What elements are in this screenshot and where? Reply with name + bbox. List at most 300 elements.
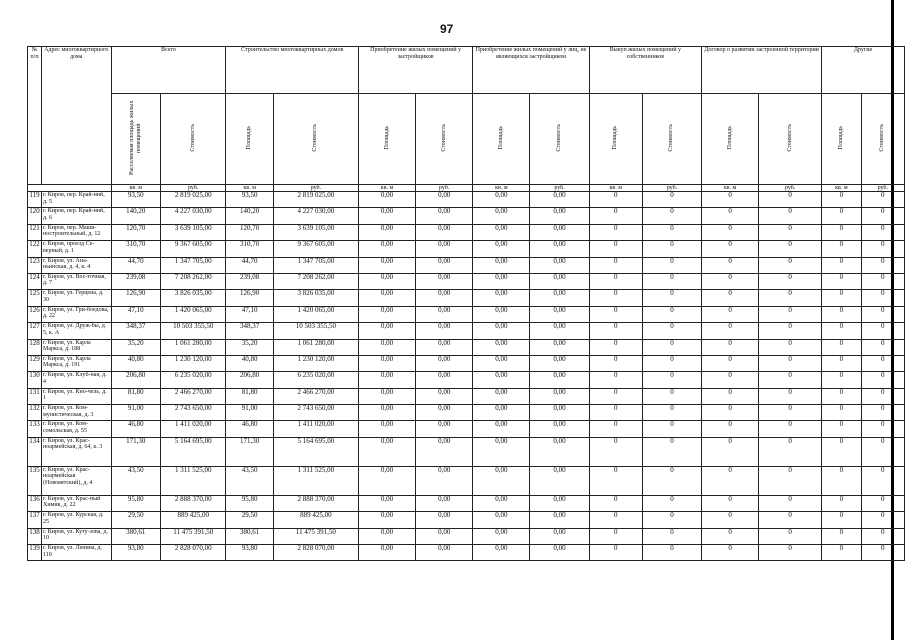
- row-number: 131: [28, 388, 42, 404]
- row-value-cell: 0: [759, 323, 822, 339]
- row-value-cell: 46,80: [111, 421, 160, 437]
- unit-label: кв. м: [111, 185, 160, 192]
- row-value-cell: 0,00: [358, 355, 415, 371]
- row-value-cell: 0,00: [473, 208, 530, 224]
- table-row: [28, 306, 905, 322]
- row-value-cell: 2 466 270,00: [160, 388, 226, 404]
- row-value-cell: 0: [589, 273, 642, 289]
- row-value-cell: 0: [861, 421, 904, 437]
- row-value-cell: 0: [822, 421, 861, 437]
- row-value-cell: 40,80: [111, 355, 160, 371]
- unit-label: руб.: [416, 185, 473, 192]
- row-value-cell: 0: [589, 405, 642, 421]
- subcolumn-header: [473, 94, 530, 185]
- row-value-cell: 0: [759, 241, 822, 257]
- row-value-cell: 91,00: [111, 405, 160, 421]
- row-value-cell: 889 425,00: [160, 512, 226, 528]
- row-number: 136: [28, 495, 42, 511]
- row-value-cell: 0,00: [473, 512, 530, 528]
- row-value-cell: 0,00: [416, 466, 473, 495]
- row-value-cell: 0: [861, 512, 904, 528]
- row-value-cell: 0: [589, 545, 642, 561]
- row-address: г. Киров, ул. Крас-ноармейская, д. 64, к. 3: [41, 437, 111, 466]
- row-value-cell: 0,00: [358, 545, 415, 561]
- row-value-cell: 348,37: [226, 323, 273, 339]
- row-value-cell: 0: [702, 355, 759, 371]
- row-value-cell: 0: [822, 339, 861, 355]
- row-value-cell: 0: [822, 405, 861, 421]
- row-value-cell: 0,00: [473, 388, 530, 404]
- row-value-cell: 0,00: [530, 545, 589, 561]
- row-number: 126: [28, 306, 42, 322]
- row-address: г. Киров, ул. Ком-мунистическая, д. 3: [41, 405, 111, 421]
- unit-label: кв. м: [473, 185, 530, 192]
- row-value-cell: 44,70: [226, 257, 273, 273]
- table-row: [28, 545, 905, 561]
- row-value-cell: 47,10: [226, 306, 273, 322]
- row-address: г. Киров, ул. Друж-бы, д. 5, к. А: [41, 323, 111, 339]
- row-value-cell: 0: [642, 241, 701, 257]
- row-value-cell: 0: [642, 339, 701, 355]
- row-value-cell: 0,00: [530, 224, 589, 240]
- row-value-cell: 380,61: [226, 528, 273, 544]
- table-row: [28, 372, 905, 388]
- row-value-cell: 2 743 650,00: [160, 405, 226, 421]
- row-value-cell: 0: [702, 495, 759, 511]
- row-value-cell: 0: [822, 512, 861, 528]
- row-value-cell: 2 819 025,00: [273, 192, 358, 208]
- row-value-cell: 0: [702, 437, 759, 466]
- row-value-cell: 10 503 355,50: [160, 323, 226, 339]
- row-value-cell: 0: [702, 466, 759, 495]
- header-group-buyout-owners: Выкуп жилых помещений у собственников: [589, 47, 701, 94]
- row-value-cell: 0: [642, 192, 701, 208]
- row-value-cell: 0: [589, 241, 642, 257]
- row-value-cell: 81,80: [226, 388, 273, 404]
- row-value-cell: 0: [822, 545, 861, 561]
- row-value-cell: 0,00: [473, 192, 530, 208]
- row-value-cell: 0: [861, 466, 904, 495]
- row-value-cell: 0,00: [530, 290, 589, 306]
- row-value-cell: 43,50: [111, 466, 160, 495]
- unit-label: кв. м: [358, 185, 415, 192]
- row-value-cell: 10 503 355,50: [273, 323, 358, 339]
- subcolumn-header: [530, 94, 589, 185]
- subcolumn-label: Площадь: [612, 125, 619, 150]
- row-value-cell: 0: [702, 290, 759, 306]
- row-value-cell: 0: [702, 257, 759, 273]
- row-value-cell: 0: [589, 388, 642, 404]
- row-value-cell: 0: [589, 339, 642, 355]
- row-value-cell: 1 420 065,00: [160, 306, 226, 322]
- row-value-cell: 35,20: [111, 339, 160, 355]
- row-value-cell: 0: [702, 405, 759, 421]
- row-value-cell: 3 826 035,00: [160, 290, 226, 306]
- row-value-cell: 0: [642, 421, 701, 437]
- row-value-cell: 0: [642, 512, 701, 528]
- header-row-groups: [28, 47, 905, 94]
- row-value-cell: 0: [642, 545, 701, 561]
- row-value-cell: 0: [759, 421, 822, 437]
- row-number: 139: [28, 545, 42, 561]
- row-value-cell: 0: [702, 372, 759, 388]
- subcolumn-label: Расселяемая площадь жилых помещений: [128, 100, 142, 175]
- row-value-cell: 0,00: [530, 512, 589, 528]
- row-value-cell: 0,00: [358, 208, 415, 224]
- row-value-cell: 0,00: [473, 528, 530, 544]
- row-value-cell: 0,00: [473, 421, 530, 437]
- row-value-cell: 0: [861, 528, 904, 544]
- row-value-cell: 0,00: [416, 241, 473, 257]
- row-value-cell: 0,00: [358, 405, 415, 421]
- row-value-cell: 0,00: [473, 355, 530, 371]
- row-value-cell: 0: [642, 405, 701, 421]
- header-group-territory-development: Договор о развитии застроенной территории: [702, 47, 822, 94]
- row-value-cell: 0,00: [530, 273, 589, 289]
- row-value-cell: 889 425,00: [273, 512, 358, 528]
- row-value-cell: 1 411 020,00: [273, 421, 358, 437]
- table-body: [28, 192, 905, 561]
- row-value-cell: 310,70: [226, 241, 273, 257]
- row-value-cell: 171,30: [111, 437, 160, 466]
- table-row: [28, 388, 905, 404]
- subcolumn-label: Стоимость: [879, 123, 886, 152]
- row-value-cell: 0: [642, 355, 701, 371]
- row-value-cell: 0,00: [416, 495, 473, 511]
- subcolumn-label: Площадь: [497, 125, 504, 150]
- row-number: 129: [28, 355, 42, 371]
- row-value-cell: 3 826 035,00: [273, 290, 358, 306]
- row-value-cell: 0,00: [416, 512, 473, 528]
- row-value-cell: 120,70: [226, 224, 273, 240]
- row-value-cell: 2 828 070,00: [273, 545, 358, 561]
- row-number: 130: [28, 372, 42, 388]
- row-address: г. Киров, ул. Карла Маркса, д. 191: [41, 355, 111, 371]
- row-value-cell: 1 347 705,00: [160, 257, 226, 273]
- row-value-cell: 0,00: [358, 290, 415, 306]
- row-value-cell: 0,00: [473, 339, 530, 355]
- row-value-cell: 0,00: [530, 355, 589, 371]
- subcolumn-header: [226, 94, 273, 185]
- row-value-cell: 93,50: [226, 192, 273, 208]
- row-value-cell: 0: [861, 241, 904, 257]
- table-row: [28, 355, 905, 371]
- row-value-cell: 3 639 105,00: [160, 224, 226, 240]
- row-address: г. Киров, пер. Край-ний, д. 5: [41, 192, 111, 208]
- row-value-cell: 0: [822, 388, 861, 404]
- table-row: [28, 421, 905, 437]
- row-value-cell: 0,00: [358, 241, 415, 257]
- row-value-cell: 2 743 650,00: [273, 405, 358, 421]
- row-number: 122: [28, 241, 42, 257]
- row-number: 137: [28, 512, 42, 528]
- row-value-cell: 0,00: [358, 528, 415, 544]
- row-value-cell: 0: [861, 192, 904, 208]
- row-value-cell: 0: [702, 512, 759, 528]
- row-value-cell: 0: [759, 224, 822, 240]
- row-value-cell: 0,00: [416, 437, 473, 466]
- row-value-cell: 9 367 605,00: [160, 241, 226, 257]
- subcolumn-header: [822, 94, 861, 185]
- row-value-cell: 0: [861, 290, 904, 306]
- row-value-cell: 0: [702, 323, 759, 339]
- row-value-cell: 0,00: [416, 339, 473, 355]
- row-address: г. Киров, ул. Герцена, д. 30: [41, 290, 111, 306]
- row-value-cell: 0,00: [358, 437, 415, 466]
- row-value-cell: 0,00: [358, 388, 415, 404]
- row-value-cell: 1 311 525,00: [273, 466, 358, 495]
- row-value-cell: 0,00: [416, 208, 473, 224]
- row-number: 133: [28, 421, 42, 437]
- row-value-cell: 2 888 370,00: [273, 495, 358, 511]
- row-value-cell: 0: [759, 466, 822, 495]
- table-row: [28, 339, 905, 355]
- row-value-cell: 0,00: [358, 273, 415, 289]
- row-value-cell: 40,80: [226, 355, 273, 371]
- row-value-cell: 0: [642, 437, 701, 466]
- row-value-cell: 0: [759, 208, 822, 224]
- row-value-cell: 0: [822, 273, 861, 289]
- row-number: 134: [28, 437, 42, 466]
- row-value-cell: 0: [822, 372, 861, 388]
- row-value-cell: 0: [702, 545, 759, 561]
- row-value-cell: 0: [759, 495, 822, 511]
- row-number: 123: [28, 257, 42, 273]
- row-value-cell: 95,80: [111, 495, 160, 511]
- row-value-cell: 5 164 695,00: [160, 437, 226, 466]
- row-value-cell: 0,00: [416, 224, 473, 240]
- row-value-cell: 0,00: [416, 192, 473, 208]
- table-row: [28, 528, 905, 544]
- unit-row-spacer: [28, 185, 112, 192]
- row-value-cell: 2 466 270,00: [273, 388, 358, 404]
- table-row: [28, 323, 905, 339]
- row-value-cell: 0: [861, 224, 904, 240]
- row-value-cell: 0: [702, 208, 759, 224]
- row-value-cell: 5 164 695,00: [273, 437, 358, 466]
- subcolumn-header: [160, 94, 226, 185]
- header-row-subcolumns: [28, 94, 905, 185]
- row-value-cell: 0,00: [530, 466, 589, 495]
- row-value-cell: 0,00: [358, 192, 415, 208]
- row-value-cell: 43,50: [226, 466, 273, 495]
- row-value-cell: 0: [861, 257, 904, 273]
- row-value-cell: 0: [861, 405, 904, 421]
- table-row: [28, 495, 905, 511]
- row-value-cell: 0: [589, 528, 642, 544]
- row-value-cell: 0,00: [358, 495, 415, 511]
- row-number: 132: [28, 405, 42, 421]
- subcolumn-header: [358, 94, 415, 185]
- row-value-cell: 0: [822, 323, 861, 339]
- unit-label: руб.: [273, 185, 358, 192]
- row-value-cell: 35,20: [226, 339, 273, 355]
- row-value-cell: 0: [702, 388, 759, 404]
- row-value-cell: 0: [702, 273, 759, 289]
- row-value-cell: 0: [759, 528, 822, 544]
- row-value-cell: 0,00: [416, 355, 473, 371]
- row-value-cell: 0,00: [473, 241, 530, 257]
- row-value-cell: 0,00: [416, 372, 473, 388]
- row-value-cell: 0: [822, 355, 861, 371]
- row-value-cell: 0: [642, 224, 701, 240]
- row-value-cell: 0: [822, 241, 861, 257]
- row-value-cell: 0: [822, 466, 861, 495]
- row-address: г. Киров, ул. Кно-чель, д. 1: [41, 388, 111, 404]
- row-value-cell: 7 208 262,00: [273, 273, 358, 289]
- row-address: г. Киров, проезд Се-верный, д. 1: [41, 241, 111, 257]
- header-num: № п/п: [28, 47, 42, 185]
- row-value-cell: 0: [861, 306, 904, 322]
- row-value-cell: 0,00: [473, 257, 530, 273]
- row-value-cell: 0: [759, 355, 822, 371]
- row-value-cell: 0: [759, 192, 822, 208]
- row-value-cell: 0: [589, 495, 642, 511]
- row-value-cell: 0: [861, 372, 904, 388]
- row-value-cell: 0,00: [530, 306, 589, 322]
- row-number: 128: [28, 339, 42, 355]
- header-group-other: Другие: [822, 47, 905, 94]
- row-value-cell: 140,20: [111, 208, 160, 224]
- row-address: г. Киров, ул. Клуб-ная, д. 4: [41, 372, 111, 388]
- table-row: [28, 224, 905, 240]
- row-value-cell: 0: [759, 372, 822, 388]
- row-value-cell: 6 235 020,00: [273, 372, 358, 388]
- row-value-cell: 93,80: [226, 545, 273, 561]
- subcolumn-label: Площадь: [246, 125, 253, 150]
- row-value-cell: 0: [822, 495, 861, 511]
- row-value-cell: 0: [822, 257, 861, 273]
- row-value-cell: 0: [642, 306, 701, 322]
- row-value-cell: 0,00: [530, 528, 589, 544]
- row-value-cell: 0,00: [416, 528, 473, 544]
- row-value-cell: 0: [589, 421, 642, 437]
- row-value-cell: 0: [822, 290, 861, 306]
- row-value-cell: 0,00: [416, 306, 473, 322]
- row-value-cell: 0: [822, 192, 861, 208]
- page-number: 97: [440, 22, 454, 36]
- subcolumn-header: [416, 94, 473, 185]
- subcolumn-header: [702, 94, 759, 185]
- row-value-cell: 0: [702, 528, 759, 544]
- row-value-cell: 1 230 120,00: [160, 355, 226, 371]
- header-address: Адрес многоквартирного дома: [41, 47, 111, 185]
- row-address: г. Киров, ул. Карла Маркса, д. 188: [41, 339, 111, 355]
- row-value-cell: 93,80: [111, 545, 160, 561]
- row-value-cell: 0,00: [358, 224, 415, 240]
- row-value-cell: 0: [589, 290, 642, 306]
- row-value-cell: 0: [589, 323, 642, 339]
- row-value-cell: 0: [822, 306, 861, 322]
- row-value-cell: 46,80: [226, 421, 273, 437]
- row-number: 138: [28, 528, 42, 544]
- row-value-cell: 171,30: [226, 437, 273, 466]
- row-value-cell: 0,00: [473, 306, 530, 322]
- subcolumn-label: Площадь: [837, 125, 844, 150]
- header-group-total: Всего: [111, 47, 226, 94]
- header-group-purchase-developers: Приобретение жилых помещений у застройщиков: [358, 47, 472, 94]
- table-row: [28, 290, 905, 306]
- row-value-cell: 0: [861, 545, 904, 561]
- row-value-cell: 0: [642, 323, 701, 339]
- row-value-cell: 91,00: [226, 405, 273, 421]
- row-value-cell: 0,00: [473, 437, 530, 466]
- row-value-cell: 0,00: [473, 224, 530, 240]
- row-value-cell: 7 208 262,00: [160, 273, 226, 289]
- row-value-cell: 0,00: [530, 257, 589, 273]
- row-value-cell: 2 819 025,00: [160, 192, 226, 208]
- subcolumn-label: Площадь: [383, 125, 390, 150]
- row-value-cell: 0: [589, 466, 642, 495]
- row-value-cell: 0,00: [358, 339, 415, 355]
- subcolumn-header: [861, 94, 904, 185]
- row-value-cell: 0: [702, 192, 759, 208]
- row-value-cell: 0: [589, 437, 642, 466]
- row-value-cell: 0,00: [530, 405, 589, 421]
- row-value-cell: 29,50: [226, 512, 273, 528]
- row-value-cell: 0: [642, 466, 701, 495]
- housing-resettlement-table: [27, 46, 905, 561]
- row-value-cell: 0: [589, 257, 642, 273]
- row-value-cell: 0: [589, 306, 642, 322]
- row-value-cell: 0: [589, 355, 642, 371]
- row-value-cell: 0,00: [358, 421, 415, 437]
- subcolumn-header: [589, 94, 642, 185]
- row-address: г. Киров, ул. Ана-ньинская, д. 4, к. 4: [41, 257, 111, 273]
- row-address: г. Киров, ул. Куту-зова, д. 10: [41, 528, 111, 544]
- row-value-cell: 0: [702, 339, 759, 355]
- unit-label: кв. м: [702, 185, 759, 192]
- row-value-cell: 0: [642, 290, 701, 306]
- row-value-cell: 0,00: [416, 421, 473, 437]
- row-address: г. Киров, пер. Маши-ностроительный, д. 12: [41, 224, 111, 240]
- row-number: 119: [28, 192, 42, 208]
- subcolumn-label: Стоимость: [668, 123, 675, 152]
- row-value-cell: 0,00: [473, 290, 530, 306]
- subcolumn-label: Стоимость: [312, 123, 319, 152]
- row-value-cell: 1 061 280,00: [160, 339, 226, 355]
- row-value-cell: 2 888 370,00: [160, 495, 226, 511]
- subcolumn-label: Стоимость: [556, 123, 563, 152]
- row-value-cell: 239,08: [226, 273, 273, 289]
- row-value-cell: 0: [642, 372, 701, 388]
- row-value-cell: 0,00: [358, 512, 415, 528]
- row-value-cell: 0,00: [530, 421, 589, 437]
- row-value-cell: 47,10: [111, 306, 160, 322]
- row-value-cell: 310,70: [111, 241, 160, 257]
- row-value-cell: 0,00: [416, 388, 473, 404]
- row-value-cell: 0: [822, 528, 861, 544]
- row-value-cell: 0: [642, 528, 701, 544]
- row-value-cell: 2 828 070,00: [160, 545, 226, 561]
- row-value-cell: 6 235 020,00: [160, 372, 226, 388]
- subcolumn-header: [111, 94, 160, 185]
- row-value-cell: 0,00: [416, 405, 473, 421]
- row-value-cell: 380,61: [111, 528, 160, 544]
- row-value-cell: 0,00: [473, 495, 530, 511]
- row-value-cell: 0,00: [416, 257, 473, 273]
- row-value-cell: 0: [759, 306, 822, 322]
- row-value-cell: 0: [759, 545, 822, 561]
- row-value-cell: 0,00: [358, 306, 415, 322]
- row-value-cell: 44,70: [111, 257, 160, 273]
- row-value-cell: 11 475 391,50: [160, 528, 226, 544]
- subcolumn-header: [642, 94, 701, 185]
- row-address: г. Киров, пер. Край-ний, д. 6: [41, 208, 111, 224]
- row-number: 121: [28, 224, 42, 240]
- row-value-cell: 0: [759, 273, 822, 289]
- row-value-cell: 0,00: [473, 372, 530, 388]
